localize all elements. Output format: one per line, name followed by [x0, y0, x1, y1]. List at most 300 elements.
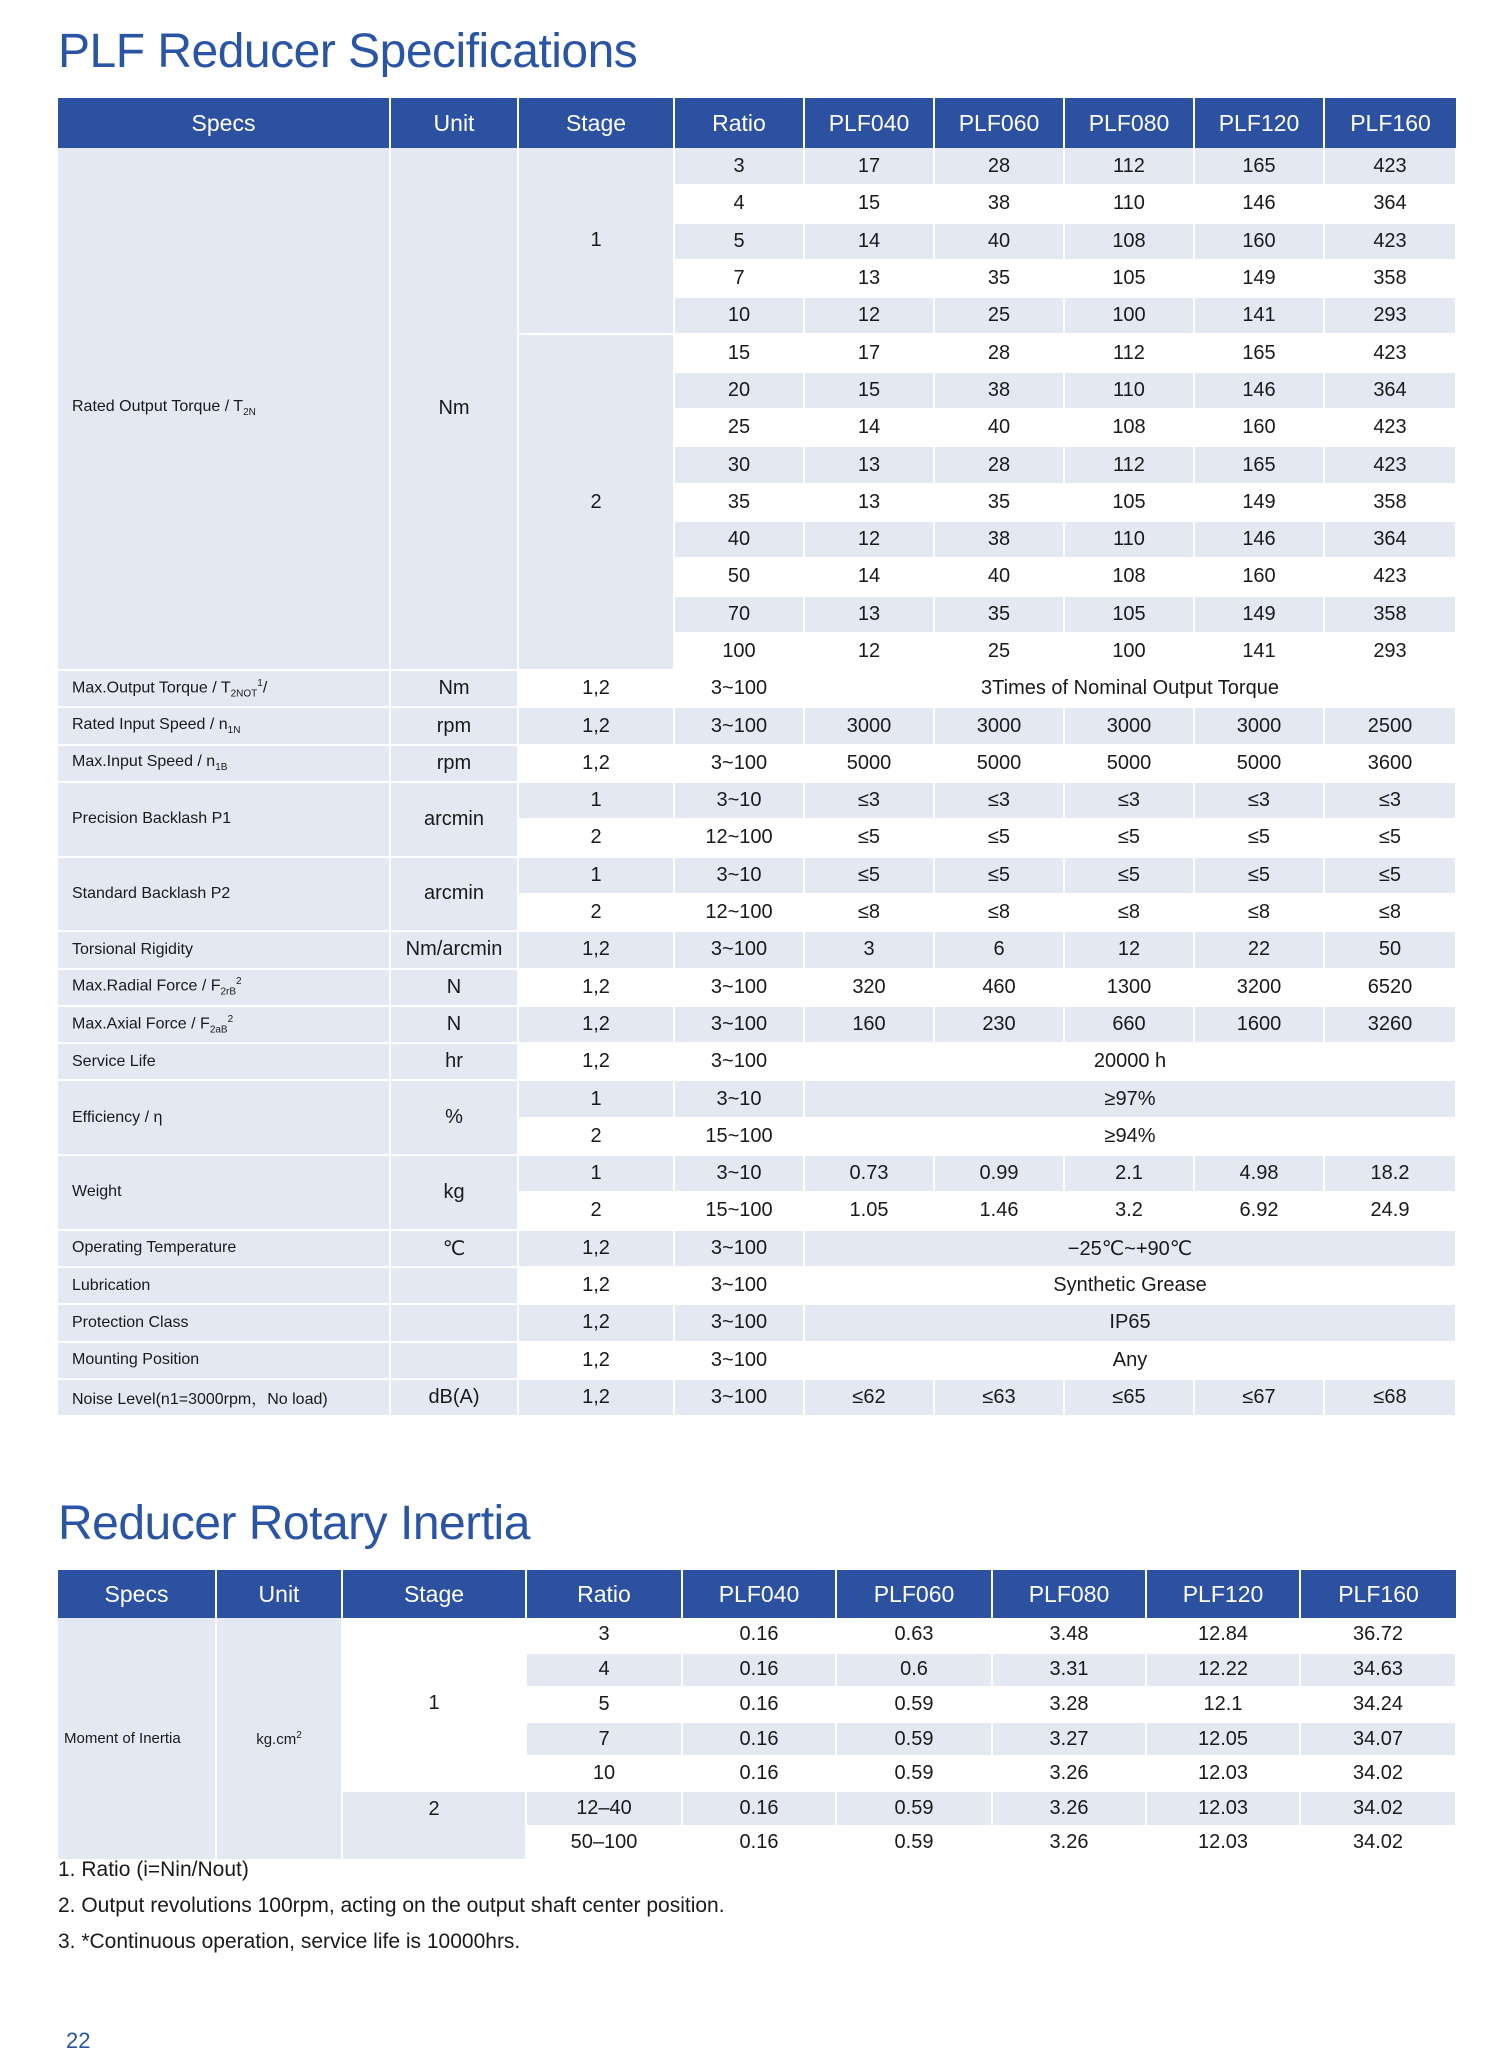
value-cell: 13 [804, 260, 934, 297]
table-row [58, 1080, 1456, 1117]
value-cell: 0.16 [682, 1756, 836, 1791]
value-cell: 12.05 [1146, 1722, 1300, 1757]
ratio-cell: 12~100 [674, 894, 804, 931]
value-cell: 17 [804, 148, 934, 185]
value-cell: 5000 [1064, 745, 1194, 782]
value-cell: 108 [1064, 409, 1194, 446]
value-cell: 112 [1064, 334, 1194, 371]
value-cell: 34.02 [1300, 1756, 1456, 1791]
value-cell: 149 [1194, 260, 1324, 297]
value-cell: 12 [1064, 931, 1194, 968]
spec-unit [390, 1342, 518, 1379]
spec-unit: N [390, 1006, 518, 1043]
stage-cell: 1 [518, 1155, 674, 1192]
value-cell: 3.26 [992, 1756, 1146, 1791]
spec-label [58, 931, 390, 968]
value-cell: 0.16 [682, 1618, 836, 1653]
ratio-cell: 50 [674, 558, 804, 595]
value-cell: 358 [1324, 260, 1456, 297]
value-cell: 12.03 [1146, 1826, 1300, 1861]
ratio-cell: 12–40 [526, 1791, 682, 1826]
value-cell: 12.22 [1146, 1653, 1300, 1688]
stage-cell: 1 [518, 782, 674, 819]
value-cell: 1.05 [804, 1192, 934, 1229]
ratio-cell: 3~100 [674, 1267, 804, 1304]
spec-unit [390, 1267, 518, 1304]
value-cell: ≤68 [1324, 1379, 1456, 1416]
spec-unit: rpm [390, 707, 518, 744]
ratio-cell: 3~100 [674, 969, 804, 1006]
spec-unit: Nm [390, 148, 518, 670]
value-cell: 160 [804, 1006, 934, 1043]
spec-label [58, 857, 390, 932]
value-cell: 3.26 [992, 1791, 1146, 1826]
value-cell: 165 [1194, 446, 1324, 483]
spec-label-text: Operating Temperature [72, 1239, 237, 1257]
ratio-cell: 100 [674, 633, 804, 670]
footnote: 1. Ratio (i=Nin/Nout) [58, 1858, 249, 1881]
value-cell: 146 [1194, 372, 1324, 409]
col-header-stage: Stage [342, 1570, 526, 1618]
table-row [58, 745, 1456, 782]
spec-label-text: Noise Level(n1=3000rpm，No load) [72, 1390, 328, 1408]
spec-label-sup: 2 [227, 1013, 234, 1025]
ratio-cell: 3~100 [674, 707, 804, 744]
value-cell: ≤5 [804, 819, 934, 856]
spec-unit [390, 1304, 518, 1341]
spec-label-text: Protection Class [72, 1313, 189, 1331]
merged-value-cell: ≥94% [804, 1118, 1456, 1155]
ratio-cell: 15~100 [674, 1118, 804, 1155]
value-cell: 35 [934, 260, 1064, 297]
value-cell: 12.84 [1146, 1618, 1300, 1653]
merged-value-cell: Synthetic Grease [804, 1267, 1456, 1304]
value-cell: 112 [1064, 446, 1194, 483]
ratio-cell: 3~100 [674, 1342, 804, 1379]
value-cell: 3.31 [992, 1653, 1146, 1688]
value-cell: 3.28 [992, 1687, 1146, 1722]
value-cell: ≤5 [1064, 819, 1194, 856]
stage-cell: 2 [518, 334, 674, 670]
value-cell: 1300 [1064, 969, 1194, 1006]
ratio-cell: 20 [674, 372, 804, 409]
stage-cell: 1 [342, 1618, 526, 1791]
value-cell: 3.26 [992, 1826, 1146, 1861]
value-cell: 28 [934, 148, 1064, 185]
value-cell: ≤63 [934, 1379, 1064, 1416]
table-row [58, 969, 1456, 1006]
spec-label [58, 1342, 390, 1379]
value-cell: 0.59 [836, 1756, 992, 1791]
ratio-cell: 7 [526, 1722, 682, 1757]
col-header-plf060: PLF060 [934, 98, 1064, 148]
value-cell: 35 [934, 484, 1064, 521]
value-cell: 110 [1064, 185, 1194, 222]
value-cell: ≤3 [1064, 782, 1194, 819]
value-cell: 1600 [1194, 1006, 1324, 1043]
value-cell: 364 [1324, 521, 1456, 558]
table-row [58, 1006, 1456, 1043]
value-cell: 108 [1064, 223, 1194, 260]
col-header-specs: Specs [58, 1570, 216, 1618]
value-cell: ≤3 [804, 782, 934, 819]
value-cell: 34.24 [1300, 1687, 1456, 1722]
value-cell: 141 [1194, 297, 1324, 334]
value-cell: 358 [1324, 596, 1456, 633]
ratio-cell: 10 [674, 297, 804, 334]
value-cell: 108 [1064, 558, 1194, 595]
value-cell: 34.63 [1300, 1653, 1456, 1688]
value-cell: 6520 [1324, 969, 1456, 1006]
table-row [58, 1342, 1456, 1379]
value-cell: 149 [1194, 596, 1324, 633]
value-cell: 13 [804, 596, 934, 633]
spec-label-tail: / [262, 679, 268, 697]
stage-cell: 1,2 [518, 745, 674, 782]
spec-label [58, 782, 390, 857]
table-row [58, 782, 1456, 819]
value-cell: 105 [1064, 596, 1194, 633]
ratio-cell: 7 [674, 260, 804, 297]
value-cell: 35 [934, 596, 1064, 633]
spec-label-text: Torsional Rigidity [72, 940, 193, 958]
stage-cell: 2 [518, 819, 674, 856]
value-cell: ≤8 [934, 894, 1064, 931]
spec-label [58, 969, 390, 1006]
col-header-plf160: PLF160 [1324, 98, 1456, 148]
table-row [58, 1379, 1456, 1416]
ratio-cell: 3~100 [674, 1230, 804, 1267]
value-cell: 12.1 [1146, 1687, 1300, 1722]
spec-label-text: Precision Backlash P1 [72, 810, 232, 828]
value-cell: 149 [1194, 484, 1324, 521]
value-cell: 22 [1194, 931, 1324, 968]
value-cell: 110 [1064, 372, 1194, 409]
value-cell: 160 [1194, 409, 1324, 446]
value-cell: 320 [804, 969, 934, 1006]
value-cell: 0.59 [836, 1687, 992, 1722]
spec-label-sub: 2aB [209, 1024, 228, 1036]
stage-cell: 1,2 [518, 931, 674, 968]
ratio-cell: 4 [526, 1653, 682, 1688]
value-cell: 3600 [1324, 745, 1456, 782]
value-cell: 364 [1324, 185, 1456, 222]
ratio-cell: 3~100 [674, 931, 804, 968]
value-cell: ≤67 [1194, 1379, 1324, 1416]
value-cell: 13 [804, 484, 934, 521]
col-header-plf120: PLF120 [1194, 98, 1324, 148]
value-cell: 0.59 [836, 1722, 992, 1757]
spec-label [58, 148, 390, 670]
spec-unit: Nm/arcmin [390, 931, 518, 968]
value-cell: 293 [1324, 633, 1456, 670]
value-cell: 146 [1194, 185, 1324, 222]
stage-cell: 1,2 [518, 1379, 674, 1416]
ratio-cell: 50–100 [526, 1826, 682, 1861]
ratio-cell: 40 [674, 521, 804, 558]
value-cell: ≤3 [1324, 782, 1456, 819]
value-cell: 0.59 [836, 1791, 992, 1826]
value-cell: 364 [1324, 372, 1456, 409]
spec-label-text: Rated Input Speed / n [72, 716, 228, 733]
inertia-table [58, 1570, 1457, 1861]
col-header-unit: Unit [216, 1570, 342, 1618]
value-cell: 3000 [804, 707, 934, 744]
spec-unit: rpm [390, 745, 518, 782]
table-row [58, 1304, 1456, 1341]
ratio-cell: 3~100 [674, 745, 804, 782]
value-cell: 3200 [1194, 969, 1324, 1006]
page-number: 22 [66, 2028, 91, 2053]
merged-value-cell: 3Times of Nominal Output Torque [804, 670, 1456, 707]
value-cell: 17 [804, 334, 934, 371]
spec-label-text: Standard Backlash P2 [72, 884, 231, 902]
ratio-cell: 70 [674, 596, 804, 633]
value-cell: 5000 [804, 745, 934, 782]
value-cell: 40 [934, 223, 1064, 260]
value-cell: 28 [934, 446, 1064, 483]
spec-label-sub: 1N [227, 725, 241, 737]
spec-label [58, 670, 390, 707]
value-cell: 423 [1324, 223, 1456, 260]
ratio-cell: 30 [674, 446, 804, 483]
stage-cell: 1,2 [518, 1043, 674, 1080]
table-row [58, 931, 1456, 968]
value-cell: 18.2 [1324, 1155, 1456, 1192]
col-header-plf060: PLF060 [836, 1570, 992, 1618]
table-row [58, 707, 1456, 744]
value-cell: 423 [1324, 446, 1456, 483]
ratio-cell: 3~100 [674, 1304, 804, 1341]
value-cell: 25 [934, 633, 1064, 670]
value-cell: 0.6 [836, 1653, 992, 1688]
value-cell: 3000 [1194, 707, 1324, 744]
value-cell: 105 [1064, 260, 1194, 297]
table-row [58, 1267, 1456, 1304]
ratio-cell: 10 [526, 1756, 682, 1791]
spec-label [58, 745, 390, 782]
footnote: 2. Output revolutions 100rpm, acting on the output shaft center position. [58, 1894, 725, 1917]
spec-label-sup: 2 [236, 976, 242, 988]
value-cell: 15 [804, 372, 934, 409]
value-cell: 3000 [1064, 707, 1194, 744]
col-header-plf160: PLF160 [1300, 1570, 1456, 1618]
spec-unit: % [390, 1080, 518, 1155]
value-cell: 12 [804, 297, 934, 334]
value-cell: 141 [1194, 633, 1324, 670]
stage-cell: 1,2 [518, 1006, 674, 1043]
value-cell: 423 [1324, 558, 1456, 595]
col-header-plf040: PLF040 [682, 1570, 836, 1618]
value-cell: 3.48 [992, 1618, 1146, 1653]
value-cell: 12 [804, 521, 934, 558]
value-cell: 5000 [934, 745, 1064, 782]
value-cell: 38 [934, 372, 1064, 409]
ratio-cell: 5 [526, 1687, 682, 1722]
value-cell: 423 [1324, 148, 1456, 185]
value-cell: 0.99 [934, 1155, 1064, 1192]
value-cell: 12.03 [1146, 1791, 1300, 1826]
value-cell: 24.9 [1324, 1192, 1456, 1229]
value-cell: 3.27 [992, 1722, 1146, 1757]
value-cell: ≤5 [934, 857, 1064, 894]
ratio-cell: 15 [674, 334, 804, 371]
table-row [58, 857, 1456, 894]
value-cell: 660 [1064, 1006, 1194, 1043]
value-cell: 3.2 [1064, 1192, 1194, 1229]
spec-label [58, 1230, 390, 1267]
ratio-cell: 3~100 [674, 1379, 804, 1416]
value-cell: 0.16 [682, 1791, 836, 1826]
spec-label-sub: 1B [215, 762, 228, 774]
spec-unit: Nm [390, 670, 518, 707]
value-cell: 110 [1064, 521, 1194, 558]
ratio-cell: 12~100 [674, 819, 804, 856]
value-cell: ≤65 [1064, 1379, 1194, 1416]
spec-label-sup: 1 [257, 678, 263, 690]
value-cell: 4.98 [1194, 1155, 1324, 1192]
ratio-cell: 3~100 [674, 1043, 804, 1080]
col-header-stage: Stage [518, 98, 674, 148]
spec-label-text: Service Life [72, 1052, 156, 1070]
merged-value-cell: Any [804, 1342, 1456, 1379]
value-cell: 0.16 [682, 1722, 836, 1757]
footnote: 3. *Continuous operation, service life is 10000hrs. [58, 1930, 521, 1953]
merged-value-cell: −25℃~+90℃ [804, 1230, 1456, 1267]
value-cell: 3000 [934, 707, 1064, 744]
spec-unit: arcmin [390, 782, 518, 857]
section-title-inertia: Reducer Rotary Inertia [58, 1497, 530, 1550]
spec-label [58, 1043, 390, 1080]
value-cell: 40 [934, 409, 1064, 446]
table-row [58, 1618, 1456, 1653]
value-cell: 25 [934, 297, 1064, 334]
value-cell: ≤5 [1064, 857, 1194, 894]
value-cell: 15 [804, 185, 934, 222]
merged-value-cell: 20000 h [804, 1043, 1456, 1080]
spec-label-text: Efficiency / η [72, 1108, 163, 1126]
unit-text: kg.cm [256, 1730, 297, 1748]
ratio-cell: 35 [674, 484, 804, 521]
value-cell: 0.16 [682, 1826, 836, 1861]
value-cell: 358 [1324, 484, 1456, 521]
value-cell: ≤3 [934, 782, 1064, 819]
stage-cell: 2 [518, 894, 674, 931]
col-header-plf080: PLF080 [992, 1570, 1146, 1618]
value-cell: 28 [934, 334, 1064, 371]
inertia-header-row [58, 1570, 1456, 1618]
value-cell: 160 [1194, 558, 1324, 595]
value-cell: 0.73 [804, 1155, 934, 1192]
ratio-cell: 3~10 [674, 857, 804, 894]
value-cell: 36.72 [1300, 1618, 1456, 1653]
spec-unit: ℃ [390, 1230, 518, 1267]
spec-label [58, 707, 390, 744]
table-row [58, 148, 1456, 185]
value-cell: 3260 [1324, 1006, 1456, 1043]
stage-cell: 1,2 [518, 707, 674, 744]
spec-label [58, 1267, 390, 1304]
stage-cell: 1,2 [518, 1230, 674, 1267]
value-cell: 40 [934, 558, 1064, 595]
page-title: PLF Reducer Specifications [58, 25, 638, 78]
table-row [58, 1230, 1456, 1267]
col-header-ratio: Ratio [674, 98, 804, 148]
spec-label [58, 1304, 390, 1341]
value-cell: ≤5 [1194, 857, 1324, 894]
table-row [58, 670, 1456, 707]
stage-cell: 2 [518, 1118, 674, 1155]
ratio-cell: 3~10 [674, 1155, 804, 1192]
value-cell: 14 [804, 409, 934, 446]
value-cell: 0.16 [682, 1687, 836, 1722]
value-cell: 6.92 [1194, 1192, 1324, 1229]
table-row [58, 1155, 1456, 1192]
merged-value-cell: ≥97% [804, 1080, 1456, 1117]
value-cell: 34.02 [1300, 1826, 1456, 1861]
col-header-unit: Unit [390, 98, 518, 148]
value-cell: 2.1 [1064, 1155, 1194, 1192]
value-cell: 5000 [1194, 745, 1324, 782]
spec-unit: arcmin [390, 857, 518, 932]
col-header-plf040: PLF040 [804, 98, 934, 148]
spec-label [58, 1379, 390, 1416]
ratio-cell: 4 [674, 185, 804, 222]
ratio-cell: 3 [526, 1618, 682, 1653]
spec-label-text: Max.Radial Force / F [72, 977, 221, 995]
value-cell: ≤5 [1324, 857, 1456, 894]
value-cell: 460 [934, 969, 1064, 1006]
spec-label-text: Lubrication [72, 1276, 151, 1294]
merged-value-cell: IP65 [804, 1304, 1456, 1341]
ratio-cell: 3~100 [674, 670, 804, 707]
value-cell: 14 [804, 223, 934, 260]
spec-label-text: Max.Output Torque / T [72, 679, 231, 697]
value-cell: 146 [1194, 521, 1324, 558]
spec-unit: hr [390, 1043, 518, 1080]
value-cell: 3 [804, 931, 934, 968]
table-header-row [58, 98, 1456, 148]
value-cell: ≤8 [804, 894, 934, 931]
spec-label-text: Max.Axial Force / F [72, 1015, 210, 1033]
value-cell: ≤5 [1324, 819, 1456, 856]
stage-cell: 1,2 [518, 1342, 674, 1379]
ratio-cell: 3~100 [674, 1006, 804, 1043]
table-row [58, 1043, 1456, 1080]
stage-cell: 1 [518, 1080, 674, 1117]
stage-cell: 1,2 [518, 1304, 674, 1341]
value-cell: 12.03 [1146, 1756, 1300, 1791]
stage-cell: 2 [342, 1791, 526, 1860]
spec-unit: kg [390, 1155, 518, 1230]
value-cell: ≤3 [1194, 782, 1324, 819]
col-header-plf080: PLF080 [1064, 98, 1194, 148]
specifications-table [58, 98, 1457, 1417]
spec-label: Moment of Inertia [58, 1618, 216, 1860]
value-cell: 38 [934, 185, 1064, 222]
spec-unit: N [390, 969, 518, 1006]
value-cell: 2500 [1324, 707, 1456, 744]
col-header-ratio: Ratio [526, 1570, 682, 1618]
spec-label-sub: 2NOT [230, 688, 258, 700]
value-cell: 14 [804, 558, 934, 595]
value-cell: 165 [1194, 334, 1324, 371]
spec-label-sub: 2N [243, 407, 256, 419]
spec-unit: dB(A) [390, 1379, 518, 1416]
ratio-cell: 3~10 [674, 782, 804, 819]
spec-label [58, 1080, 390, 1155]
value-cell: 12 [804, 633, 934, 670]
